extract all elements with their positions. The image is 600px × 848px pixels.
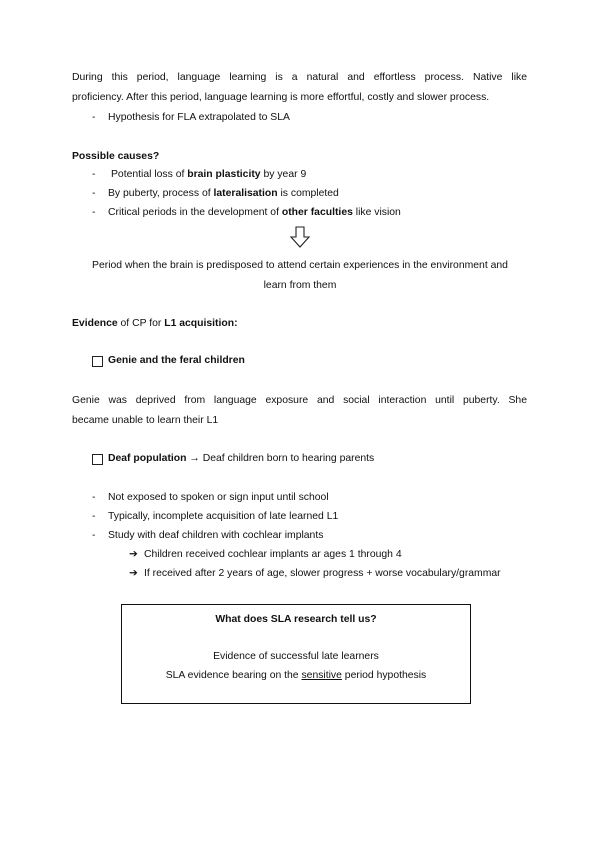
deaf-subitem-2: If received after 2 years of age, slower progress + worse vocabulary/grammar — [144, 568, 501, 579]
arrow-bullet-icon: ➔ — [129, 568, 138, 579]
deaf-item-1: Not exposed to spoken or sign input until school — [108, 492, 329, 503]
genie-title: Genie and the feral children — [108, 355, 245, 366]
genie-line-1: Genie was deprived from language exposure and social interaction until puberty. She — [72, 395, 527, 406]
genie-line-2: became unable to learn their L1 — [72, 415, 219, 426]
box-line-1: Evidence of successful late learners — [213, 651, 379, 662]
causes-heading: Possible causes? — [72, 151, 160, 162]
evidence-heading: Evidence of CP for L1 acquisition: — [72, 318, 238, 329]
deaf-item-3: Study with deaf children with cochlear implants — [108, 530, 324, 541]
deaf-subitem-1: Children received cochlear implants ar ages 1 through 4 — [144, 549, 402, 560]
dash-bullet: - — [92, 188, 96, 199]
dash-bullet: - — [92, 112, 96, 123]
dash-bullet: - — [92, 207, 96, 218]
intro-bullet: Hypothesis for FLA extrapolated to SLA — [108, 112, 290, 123]
cause-item-2: By puberty, process of lateralisation is completed — [108, 188, 339, 199]
genie-checkbox-icon — [92, 356, 103, 367]
down-arrow-icon — [289, 226, 311, 248]
cause-item-3: Critical periods in the development of other faculties like vision — [108, 207, 401, 218]
intro-line-2: proficiency. After this period, language learning is more effortful, costly and slower process. — [72, 92, 490, 103]
sla-research-box — [121, 604, 471, 704]
period-line-2: learn from them — [263, 280, 337, 291]
period-line-1: Period when the brain is predisposed to attend certain experiences in the environment and — [92, 260, 508, 271]
intro-line-1: During this period, language learning is a natural and effortless process. Native like — [72, 72, 527, 83]
dash-bullet: - — [92, 169, 96, 180]
dash-bullet: - — [92, 530, 96, 541]
deaf-checkbox-icon — [92, 454, 103, 465]
box-line-2: SLA evidence bearing on the sensitive period hypothesis — [165, 670, 427, 681]
cause-item-1: Potential loss of brain plasticity by year 9 — [111, 169, 307, 180]
deaf-title: Deaf population → Deaf children born to hearing parents — [108, 453, 375, 464]
dash-bullet: - — [92, 492, 96, 503]
box-title: What does SLA research tell us? — [215, 614, 377, 625]
arrow-bullet-icon: ➔ — [129, 549, 138, 560]
deaf-item-2: Typically, incomplete acquisition of late learned L1 — [108, 511, 339, 522]
dash-bullet: - — [92, 511, 96, 522]
